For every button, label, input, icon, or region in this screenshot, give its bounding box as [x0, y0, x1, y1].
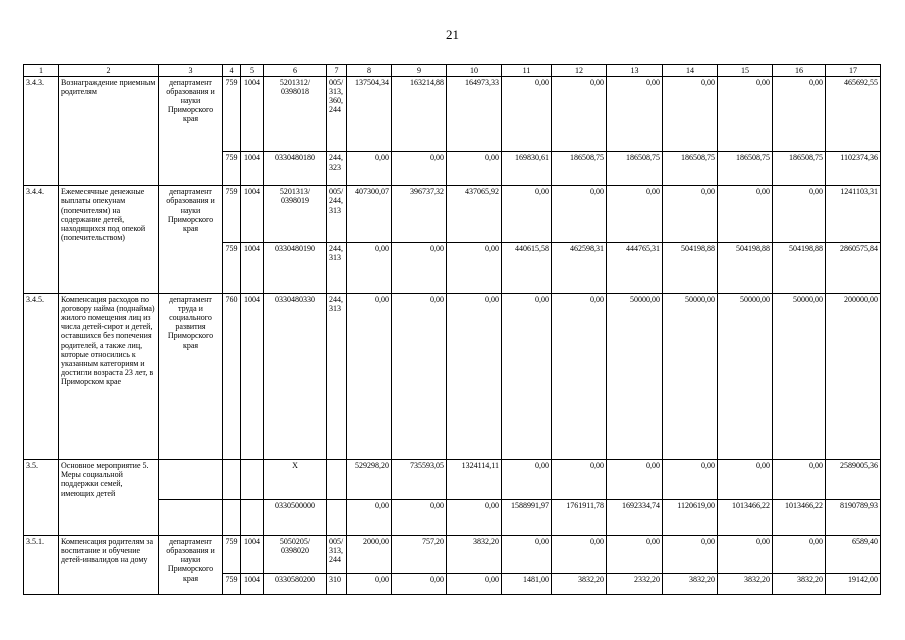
amount-cell: 444765,31: [607, 243, 663, 294]
amount-cell: 0,00: [347, 500, 392, 536]
amount-cell: 757,20: [392, 535, 447, 573]
amount-cell: 0,00: [718, 535, 773, 573]
item-code: 3.4.5.: [24, 293, 59, 459]
grbs-code: 760: [223, 293, 241, 459]
amount-cell: 137504,34: [347, 76, 392, 152]
column-header: 12: [552, 65, 607, 77]
amount-cell: 169830,61: [502, 152, 552, 186]
amount-cell: 1324114,11: [447, 460, 502, 500]
grbs-code: 759: [223, 186, 241, 243]
amount-cell: 0,00: [552, 460, 607, 500]
amount-cell: 0,00: [347, 152, 392, 186]
grbs-code: 759: [223, 243, 241, 294]
amount-cell: 1481,00: [502, 573, 552, 594]
amount-cell: 0,00: [347, 293, 392, 459]
section-code: 1004: [241, 152, 264, 186]
amount-cell: 0,00: [447, 500, 502, 536]
table-row: [24, 293, 881, 459]
expense-type-code: 244, 323: [327, 152, 347, 186]
item-executor: департамент образования и науки Приморского края: [159, 535, 223, 594]
amount-cell: 0,00: [392, 500, 447, 536]
amount-cell: 200000,00: [826, 293, 881, 459]
amount-cell: 0,00: [718, 460, 773, 500]
amount-cell: 1692334,74: [607, 500, 663, 536]
amount-cell: 396737,32: [392, 186, 447, 243]
amount-cell: 0,00: [773, 460, 826, 500]
amount-cell: 8190789,93: [826, 500, 881, 536]
amount-cell: 0,00: [392, 293, 447, 459]
section-code: 1004: [241, 293, 264, 459]
amount-cell: 0,00: [663, 460, 718, 500]
amount-cell: 50000,00: [718, 293, 773, 459]
column-header: 2: [59, 65, 159, 77]
target-article-code: 0330580200: [264, 573, 327, 594]
item-executor: департамент образования и науки Приморского края: [159, 186, 223, 293]
amount-cell: 0,00: [502, 293, 552, 459]
amount-cell: 0,00: [447, 152, 502, 186]
column-header: 3: [159, 65, 223, 77]
item-code: 3.4.4.: [24, 186, 59, 293]
column-header: 9: [392, 65, 447, 77]
item-name: Компенсация расходов по договору найма (поднайма) жилого помещения лиц из числа детей-сирот и детей, оставшихся без попечения родителей, а также лиц, которые относились к указанным категориям и достигли возраста 23 лет, в Приморском крае: [59, 293, 159, 459]
amount-cell: 0,00: [607, 535, 663, 573]
target-article-code: 0330500000: [264, 500, 327, 536]
amount-cell: 0,00: [502, 460, 552, 500]
grbs-code: 759: [223, 573, 241, 594]
amount-cell: 504198,88: [718, 243, 773, 294]
section-code: 1004: [241, 573, 264, 594]
amount-cell: 0,00: [718, 76, 773, 152]
amount-cell: 0,00: [447, 293, 502, 459]
amount-cell: 0,00: [773, 76, 826, 152]
amount-cell: 186508,75: [552, 152, 607, 186]
amount-cell: 1241103,31: [826, 186, 881, 243]
amount-cell: 186508,75: [607, 152, 663, 186]
amount-cell: 3832,20: [773, 573, 826, 594]
column-header: 8: [347, 65, 392, 77]
amount-cell: 19142,00: [826, 573, 881, 594]
amount-cell: 50000,00: [607, 293, 663, 459]
section-code: [241, 460, 264, 500]
amount-cell: 0,00: [552, 535, 607, 573]
expense-type-code: [327, 500, 347, 536]
amount-cell: 1588991,97: [502, 500, 552, 536]
amount-cell: 3832,20: [718, 573, 773, 594]
target-article-code: 5050205/ 0398020: [264, 535, 327, 573]
target-article-code: 5201313/ 0398019: [264, 186, 327, 243]
amount-cell: 0,00: [392, 573, 447, 594]
table-row: [24, 460, 881, 500]
column-header: 5: [241, 65, 264, 77]
expense-type-code: 244, 313: [327, 293, 347, 459]
item-executor: департамент образования и науки Приморского края: [159, 76, 223, 186]
amount-cell: 462598,31: [552, 243, 607, 294]
amount-cell: 0,00: [502, 186, 552, 243]
table-row: [24, 76, 881, 152]
amount-cell: 0,00: [773, 186, 826, 243]
column-header: 13: [607, 65, 663, 77]
amount-cell: 3832,20: [552, 573, 607, 594]
item-code: 3.5.1.: [24, 535, 59, 594]
column-header: 10: [447, 65, 502, 77]
amount-cell: 437065,92: [447, 186, 502, 243]
column-header: 16: [773, 65, 826, 77]
item-name: Основное мероприятие 5. Меры социальной поддержки семей, имеющих детей: [59, 460, 159, 536]
amount-cell: 0,00: [663, 535, 718, 573]
grbs-code: [223, 460, 241, 500]
amount-cell: 0,00: [552, 76, 607, 152]
amount-cell: 3832,20: [447, 535, 502, 573]
expense-type-code: 005/ 313, 360, 244: [327, 76, 347, 152]
table-row: [24, 186, 881, 243]
amount-cell: 0,00: [607, 460, 663, 500]
amount-cell: 163214,88: [392, 76, 447, 152]
item-executor: [159, 500, 223, 536]
expense-type-code: 005/ 313, 244: [327, 535, 347, 573]
amount-cell: 0,00: [718, 186, 773, 243]
section-code: [241, 500, 264, 536]
amount-cell: 0,00: [663, 186, 718, 243]
amount-cell: 1013466,22: [718, 500, 773, 536]
column-header: 1: [24, 65, 59, 77]
expense-type-code: 005/ 244, 313: [327, 186, 347, 243]
amount-cell: 50000,00: [773, 293, 826, 459]
amount-cell: 0,00: [773, 535, 826, 573]
column-header: 15: [718, 65, 773, 77]
section-code: 1004: [241, 243, 264, 294]
column-header: 6: [264, 65, 327, 77]
amount-cell: 440615,58: [502, 243, 552, 294]
amount-cell: 6589,40: [826, 535, 881, 573]
table-row: [24, 535, 881, 573]
item-name: Вознаграждение приемным родителям: [59, 76, 159, 186]
amount-cell: 0,00: [552, 293, 607, 459]
expense-type-code: 244, 313: [327, 243, 347, 294]
section-code: 1004: [241, 535, 264, 573]
expense-type-code: [327, 460, 347, 500]
amount-cell: 0,00: [347, 573, 392, 594]
column-header: 4: [223, 65, 241, 77]
column-header: 11: [502, 65, 552, 77]
amount-cell: 0,00: [552, 186, 607, 243]
amount-cell: 735593,05: [392, 460, 447, 500]
page-number: 21: [446, 27, 459, 42]
amount-cell: 0,00: [347, 243, 392, 294]
target-article-code: 0330480190: [264, 243, 327, 294]
grbs-code: 759: [223, 152, 241, 186]
amount-cell: 2000,00: [347, 535, 392, 573]
amount-cell: 0,00: [392, 243, 447, 294]
amount-cell: 3832,20: [663, 573, 718, 594]
item-name: Компенсация родителям за воспитание и обучение детей-инвалидов на дому: [59, 535, 159, 594]
amount-cell: 0,00: [502, 76, 552, 152]
amount-cell: 1120619,00: [663, 500, 718, 536]
column-header: 7: [327, 65, 347, 77]
section-code: 1004: [241, 186, 264, 243]
amount-cell: 164973,33: [447, 76, 502, 152]
amount-cell: 2332,20: [607, 573, 663, 594]
amount-cell: 50000,00: [663, 293, 718, 459]
amount-cell: 1761911,78: [552, 500, 607, 536]
amount-cell: 407300,07: [347, 186, 392, 243]
amount-cell: 504198,88: [773, 243, 826, 294]
budget-table: [23, 64, 881, 595]
target-article-code: 0330480180: [264, 152, 327, 186]
item-code: 3.5.: [24, 460, 59, 536]
grbs-code: [223, 500, 241, 536]
column-header: 14: [663, 65, 718, 77]
amount-cell: 504198,88: [663, 243, 718, 294]
target-article-code: 0330480330: [264, 293, 327, 459]
item-code: 3.4.3.: [24, 76, 59, 186]
target-article-code: X: [264, 460, 327, 500]
amount-cell: 0,00: [392, 152, 447, 186]
amount-cell: 0,00: [447, 573, 502, 594]
amount-cell: 1102374,36: [826, 152, 881, 186]
amount-cell: 0,00: [502, 535, 552, 573]
amount-cell: 529298,20: [347, 460, 392, 500]
item-name: Ежемесячные денежные выплаты опекунам (попечителям) на содержание детей, находящихся под опекой (попечительством): [59, 186, 159, 293]
target-article-code: 5201312/ 0398018: [264, 76, 327, 152]
amount-cell: 0,00: [663, 76, 718, 152]
column-header: 17: [826, 65, 881, 77]
grbs-code: 759: [223, 76, 241, 152]
amount-cell: 465692,55: [826, 76, 881, 152]
item-executor: [159, 460, 223, 500]
expense-type-code: 310: [327, 573, 347, 594]
amount-cell: 0,00: [607, 76, 663, 152]
amount-cell: 2860575,84: [826, 243, 881, 294]
amount-cell: 1013466,22: [773, 500, 826, 536]
item-executor: департамент труда и социального развития Приморского края: [159, 293, 223, 459]
amount-cell: 186508,75: [663, 152, 718, 186]
grbs-code: 759: [223, 535, 241, 573]
amount-cell: 186508,75: [773, 152, 826, 186]
amount-cell: 0,00: [607, 186, 663, 243]
header-row: [24, 65, 881, 77]
amount-cell: 0,00: [447, 243, 502, 294]
section-code: 1004: [241, 76, 264, 152]
amount-cell: 2589005,36: [826, 460, 881, 500]
amount-cell: 186508,75: [718, 152, 773, 186]
